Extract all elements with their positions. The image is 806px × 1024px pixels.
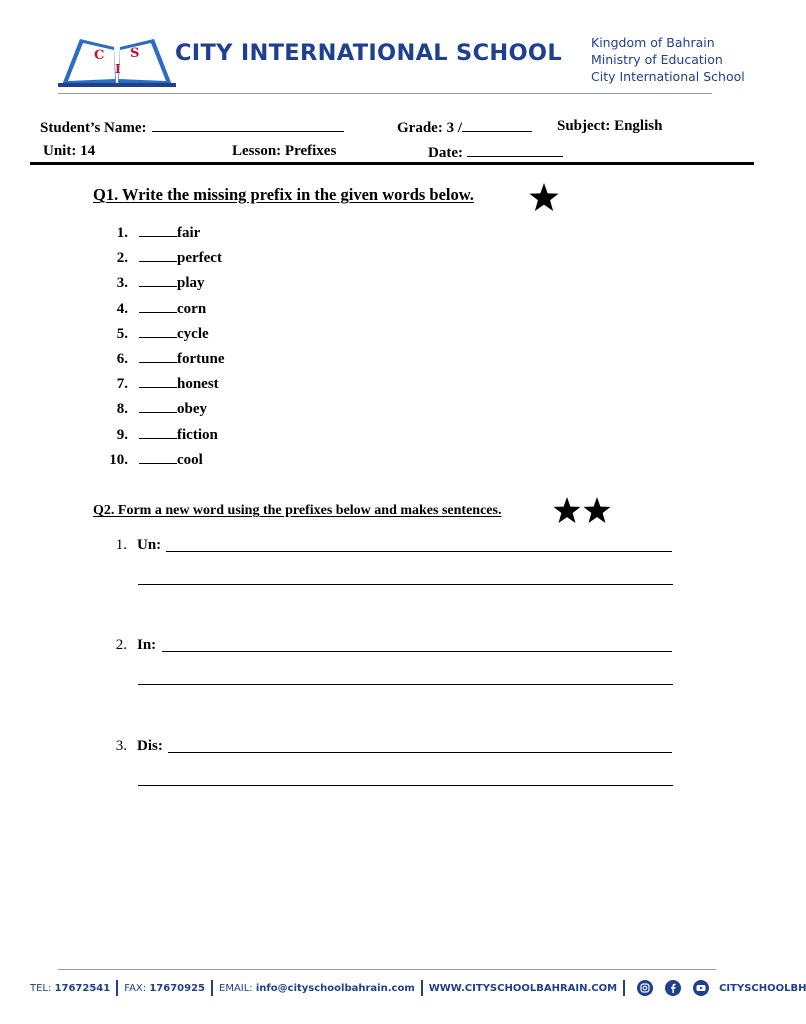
q1-item-number: 3. [116, 275, 128, 292]
footer-contact [30, 980, 806, 996]
q1-item [104, 426, 218, 444]
unit-label: Unit: 14 [43, 143, 96, 159]
q2-item-number: 3. [115, 738, 127, 754]
q1-item-blank[interactable] [139, 451, 177, 464]
q1-item [104, 224, 200, 242]
footer-separator [623, 980, 625, 996]
q1-item-number: 1. [116, 225, 128, 241]
school-name: CITY INTERNATIONAL SCHOOL [175, 40, 563, 66]
ministry-line-ministry: Ministry of Education [591, 52, 723, 67]
q1-item-number: 6. [116, 351, 128, 367]
q2-item-prefix: In: [137, 637, 157, 653]
q1-item-number: 9. [116, 426, 128, 443]
q1-item-word: fair [177, 225, 201, 241]
q2-item [115, 738, 163, 755]
footer-separator [116, 980, 118, 996]
school-logo [58, 33, 176, 87]
date-field [428, 143, 563, 162]
ministry-line-school: City International School [591, 69, 745, 84]
logo-letter-s: S [130, 46, 140, 61]
q2-item [115, 537, 161, 554]
q1-item-number: 2. [116, 250, 128, 267]
header-divider [58, 93, 712, 94]
q1-item-number: 8. [116, 401, 128, 418]
q1-item-number: 5. [116, 325, 128, 342]
date-blank[interactable] [467, 143, 563, 157]
q1-item [104, 325, 209, 343]
date-label: Date: [428, 145, 463, 161]
email-address[interactable]: info@cityschoolbahrain.com [255, 982, 415, 994]
footer-separator [211, 980, 213, 996]
q1-title [93, 185, 474, 205]
q1-item-number: 10. [109, 451, 128, 468]
q1-item-number: 7. [116, 376, 128, 393]
q2-sentence-line[interactable] [138, 684, 673, 685]
q1-item [104, 451, 203, 469]
instagram-icon[interactable] [637, 980, 653, 996]
q1-item-blank[interactable] [139, 325, 177, 338]
lesson-label: Lesson: Prefixes [232, 143, 337, 159]
q1-item [104, 300, 206, 318]
student-name-blank[interactable] [152, 118, 344, 132]
q1-item [104, 350, 225, 368]
email-label: EMAIL: [219, 982, 253, 994]
q1-item-word: corn [177, 300, 207, 317]
ministry-line-kingdom: Kingdom of Bahrain [591, 35, 715, 50]
student-name-field [40, 118, 344, 137]
student-name-label: Student’s Name: [40, 120, 147, 136]
q1-item-blank[interactable] [139, 350, 177, 363]
q1-title-text: Q1. Write the missing prefix in the given words below. [93, 185, 474, 204]
q1-item-word: obey [177, 401, 207, 418]
grade-blank[interactable] [462, 118, 532, 132]
q2-answer-line[interactable] [166, 551, 672, 552]
q2-item-prefix: Dis: [137, 738, 163, 754]
fax-number: 17670925 [149, 982, 205, 994]
q1-item-blank[interactable] [139, 249, 177, 262]
ministry-info [591, 34, 745, 85]
q1-item-blank[interactable] [139, 224, 177, 237]
website-link[interactable]: WWW.CITYSCHOOLBAHRAIN.COM [428, 982, 618, 994]
q1-item-word: play [177, 275, 205, 292]
footer-separator [421, 980, 423, 996]
info-divider [30, 162, 754, 165]
q1-item [104, 274, 205, 292]
q1-item-word: cycle [177, 325, 209, 342]
subject-label: Subject: English [557, 118, 663, 134]
star-icon-2 [583, 497, 611, 523]
q2-item-prefix: Un: [137, 537, 162, 553]
q1-item-word: cool [177, 451, 203, 468]
q2-answer-line[interactable] [162, 651, 672, 652]
q1-item [104, 400, 207, 418]
q2-answer-line[interactable] [168, 752, 672, 753]
grade-field [397, 118, 532, 137]
q1-item-word: fortune [177, 351, 225, 367]
q2-item-number: 2. [115, 637, 127, 653]
footer-divider [58, 969, 716, 970]
tel-label: TEL: [30, 982, 52, 994]
q1-item-blank[interactable] [139, 375, 177, 388]
q2-sentence-line[interactable] [138, 584, 673, 585]
q1-item [104, 375, 219, 393]
fax-label: FAX: [124, 982, 147, 994]
q1-item-word: perfect [177, 250, 222, 267]
q1-item-blank[interactable] [139, 400, 177, 413]
logo-letter-i: I [115, 62, 121, 76]
star-icon [529, 183, 559, 211]
q1-item-word: honest [177, 376, 219, 393]
q1-item [104, 249, 222, 267]
q1-item-blank[interactable] [139, 426, 177, 439]
q1-item-blank[interactable] [139, 274, 177, 287]
facebook-icon[interactable] [665, 980, 681, 996]
social-handle[interactable]: CITYSCHOOLBH [719, 982, 806, 994]
grade-label: Grade: 3 / [397, 120, 462, 136]
logo-letter-c: C [94, 48, 105, 63]
q2-title [93, 503, 501, 519]
q2-item-number: 1. [115, 537, 127, 553]
q1-item-number: 4. [116, 300, 128, 317]
q1-item-word: fiction [177, 426, 218, 443]
youtube-icon[interactable] [693, 980, 709, 996]
q2-sentence-line[interactable] [138, 785, 673, 786]
star-icon-1 [553, 497, 581, 523]
q1-item-blank[interactable] [139, 300, 177, 313]
tel-number: 17672541 [54, 982, 111, 994]
q2-item [115, 637, 156, 654]
q2-title-text: Q2. Form a new word using the prefixes below and makes sentences. [93, 503, 502, 518]
